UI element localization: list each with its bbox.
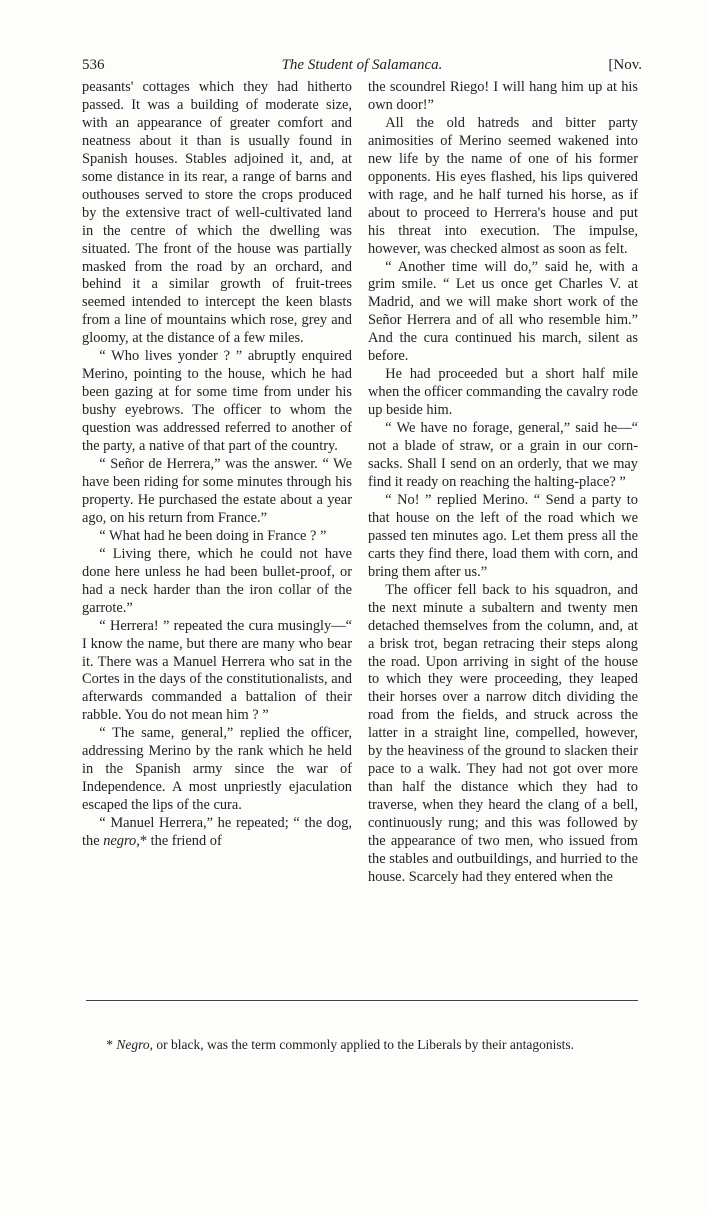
footnote <box>86 1035 638 1054</box>
footnote-term: Negro, <box>116 1037 153 1052</box>
paragraph: the scoundrel Riego! I will hang him up at his own door!” <box>368 79 638 113</box>
paragraph: “ No! ” replied Merino. “ Send a party to that house on the left of the road which we passed ten minutes ago. Let them press all the carts they find there, load them with corn, and bring them after us.” <box>368 491 638 580</box>
running-month: [Nov. <box>608 57 642 73</box>
running-head <box>82 57 642 77</box>
paragraph <box>82 815 352 851</box>
paragraph: “ The same, general,” replied the officer, addressing Merino by the rank which he held in the Spanish army since the war of Independence. A most unpriestly ejaculation escaped the lips of the cura. <box>82 725 352 814</box>
paragraph: “ What had he been doing in France ? ” <box>99 527 327 544</box>
paragraph: “ Who lives yonder ? ” abruptly enquired Merino, pointing to the house, which he had been gazing at for some time from under his bushy eyebrows. The officer to whom the question was addressed referred to another of the party, a native of that part of the country. <box>82 348 352 455</box>
paragraph: All the old hatreds and bitter party animosities of Merino seemed wakened into new life by the name of one of his former opponents. His eyes flashed, his lips quivered with rage, and he half turned his horse, as if about to proceed to Herrera's house and put his threat into execution. The impulse, however, was checked almost as soon as felt. <box>368 114 638 257</box>
footnote-text <box>86 1035 638 1054</box>
paragraph: He had proceeded but a short half mile when the officer commanding the cavalry rode up beside him. <box>368 366 638 419</box>
left-column <box>82 79 352 851</box>
paragraph: The officer fell back to his squadron, and the next minute a subaltern and twenty men detached themselves from the column, and, at a brisk trot, began retracing their steps along the road. Upon arriving in sight of the house to which they were proceeding, they leaped their horses over a narrow ditch dividing the road from the fields, and struck across the latter in a straight line, compelled, however, by the heaviness of the ground to slacken their pace to a walk. They had not got over more than half the distance which they had to traverse, when they heard the clang of a bell, continuously rung; and this was followed by the appearance of two men, who issued from the stables and outbuildings, and hurried to the house. Scarcely had they entered when the <box>368 581 638 885</box>
footnote-marker: * <box>106 1037 117 1052</box>
footnote-rule <box>86 1000 638 1001</box>
paragraph: “ Living there, which he could not have done here unless he had been bullet-proof, or had a neck harder than the iron collar of the garrote.” <box>82 545 352 616</box>
paragraph: “ Another time will do,” said he, with a grim smile. “ Let us once get Charles V. at Madrid, and we will make short work of the Señor Herrera and of all who resemble him.” And the cura continued his march, silent as before. <box>368 258 638 365</box>
italic-term: negro, <box>103 833 140 850</box>
paragraph: “ We have no forage, general,” said he—“ not a blade of straw, or a grain in our corn-sacks. Shall I send on an orderly, that we may find it ready on reaching the halting-place? ” <box>368 420 638 490</box>
paragraph: peasants' cottages which they had hitherto passed. It was a building of moderate size, with an appearance of greater comfort and neatness about it than is usually found in Spanish houses. Stables adjoined it, and, at some distance in its rear, a range of barns and outhouses served to store the crops produced by the extensive tract of well-cultivated land in the centre of which the dwelling was situated. The front of the house was partially masked from the road by an orchard, and behind it a similar growth of fruit-trees seemed intended to intercept the keen blasts from a line of mountains which rose, grey and gloomy, at the distance of a few miles. <box>82 79 352 347</box>
paragraph: “ Señor de Herrera,” was the answer. “ We have been riding for some minutes through his property. He purchased the estate about a year ago, on his return from France.” <box>82 456 352 526</box>
page-number: 536 <box>82 57 105 73</box>
footnote-ref: * the friend of <box>139 833 222 850</box>
paragraph: “ Herrera! ” repeated the cura musingly—“ I know the name, but there are many who bear it. There was a Manuel Herrera who sat in the Cortes in the days of the constitutionalists, and afterwards commanded a battalion of their rabble. You do not mean him ? ” <box>82 617 352 724</box>
footnote-body: or black, was the term commonly applied to the Liberals by their antagonists. <box>153 1037 575 1052</box>
right-column <box>368 79 638 887</box>
text-run: “ Manuel Herrera,” he repeated; “ the dog, the <box>82 815 352 850</box>
running-title: The Student of Salamanca. <box>281 57 443 73</box>
